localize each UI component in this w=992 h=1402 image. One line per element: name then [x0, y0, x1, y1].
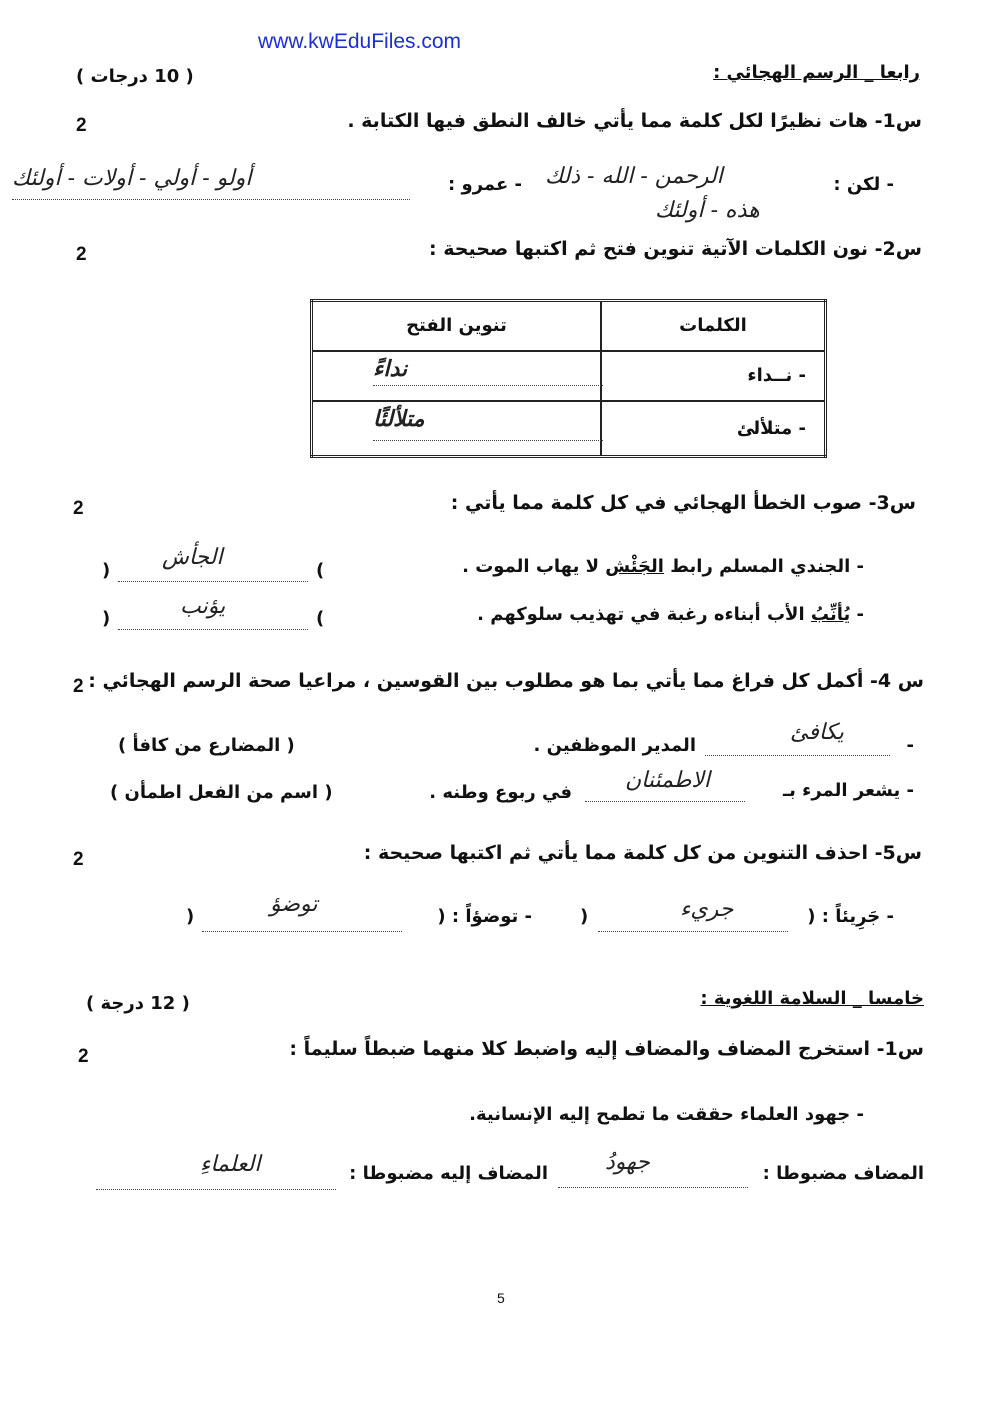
q3-item-2-answer: يؤنب — [180, 594, 226, 619]
table-answer: متلألئًا — [373, 405, 425, 432]
section4-title: رابعا _ الرسم الهجائي : — [713, 62, 920, 83]
dotted-mudaf — [558, 1186, 748, 1188]
q5-answer-2: توضؤ — [270, 892, 318, 917]
q3-item-2-dotted — [118, 628, 308, 630]
col-header-tanween: تنوين الفتح — [312, 301, 602, 351]
q1-answer-amr: أولو - أولي - أولات - أولئك — [12, 166, 252, 191]
s5-q1-sentence: - جهود العلماء حققت ما تطمح إليه الإنسانية. — [469, 1104, 864, 1125]
q3-mark: 2 — [73, 498, 84, 519]
tanween-table — [310, 299, 827, 458]
q2-mark: 2 — [76, 244, 87, 265]
q5-dotted-2 — [202, 930, 402, 932]
q3-item-1-close-paren: ) — [102, 560, 111, 581]
q3-item-1-dotted — [118, 580, 308, 582]
q4-item-2-before: - يشعر المرء بـ — [782, 780, 914, 801]
q4-item-2-after: في ربوع وطنه . — [429, 782, 572, 803]
q3-item-2-before: - — [850, 604, 864, 625]
q5-mark: 2 — [73, 849, 84, 870]
label-mudaf-ilayh: المضاف إليه مضبوطا : — [349, 1163, 548, 1184]
q3-item-2 — [477, 604, 864, 625]
q3-item-1 — [462, 556, 864, 577]
q4-item-2-dotted — [585, 800, 745, 802]
label-mudaf: المضاف مضبوطا : — [762, 1163, 924, 1184]
q5-dotted-1 — [598, 930, 788, 932]
dotted-line — [373, 384, 603, 386]
q1-text: س1- هات نظيرًا لكل كلمة مما يأتي خالف النطق فيها الكتابة . — [347, 110, 922, 132]
q5-close-2: ) — [186, 906, 195, 927]
table-row — [312, 351, 826, 401]
q4-item-1-dash: - — [906, 735, 914, 756]
q4-item-2-answer: الاطمئنان — [625, 768, 711, 793]
q3-item-2-open-paren: ( — [316, 608, 325, 629]
table-row — [312, 401, 826, 457]
q3-item-2-wrong: يُأنِّبُ — [810, 604, 851, 625]
q3-item-2-after: الأب أبناءه رغبة في تهذيب سلوكهم . — [477, 604, 811, 625]
table-answer-cell — [312, 401, 602, 457]
q3-item-2-close-paren: ) — [102, 608, 111, 629]
dotted-line — [373, 439, 603, 441]
website-link[interactable]: www.kwEduFiles.com — [258, 30, 462, 53]
q3-text: س3- صوب الخطأ الهجائي في كل كلمة مما يأتي : — [450, 492, 916, 514]
s5-q1-mark: 2 — [78, 1046, 89, 1067]
section5-title: خامسا _ السلامة اللغوية : — [700, 988, 924, 1009]
q1-word-lakin: - لكن : — [833, 174, 894, 195]
q3-item-1-open-paren: ( — [316, 560, 325, 581]
q5-word-1: - جَرِيئاً : ( — [807, 906, 894, 927]
q1-word-amr: - عمرو : — [448, 174, 522, 195]
page-number: 5 — [497, 1290, 505, 1306]
q1-answer-lakin-2: هذه - أولئك — [655, 198, 760, 223]
q4-item-1-hint: ( المضارع من كافأ ) — [118, 735, 295, 756]
q4-item-2-hint: ( اسم من الفعل اطمأن ) — [110, 782, 333, 803]
q4-item-1-dotted — [705, 754, 890, 756]
table-answer: نداءً — [373, 355, 408, 382]
section4-points: ( 10 درجات ) — [76, 66, 194, 87]
q1-mark: 2 — [76, 115, 87, 136]
q4-item-1-after: المدير الموظفين . — [533, 735, 696, 756]
dotted-mudaf-ilayh — [96, 1188, 336, 1190]
q3-item-1-before: - الجندي المسلم رابط — [663, 556, 864, 577]
q5-close-1: ) — [580, 906, 589, 927]
q3-item-1-wrong: الجَئْش — [605, 556, 664, 577]
q5-answer-1: جريء — [680, 897, 734, 922]
table-answer-cell — [312, 351, 602, 401]
answer-mudaf: جهودُ — [605, 1150, 650, 1175]
q4-item-1-answer: يكافئ — [790, 720, 844, 745]
table-word: - متلألئ — [601, 401, 826, 457]
answer-mudaf-ilayh: العلماءِ — [200, 1152, 261, 1177]
q3-item-1-after: لا يهاب الموت . — [462, 556, 606, 577]
table-word: - نــداء — [601, 351, 826, 401]
section5-points: ( 12 درجة ) — [86, 993, 190, 1014]
s5-q1-text: س1- استخرج المضاف والمضاف إليه واضبط كلا منهما ضبطاً سليماً : — [289, 1038, 924, 1060]
q1-dotted-line — [12, 198, 410, 200]
q4-text: س 4- أكمل كل فراغ مما يأتي بما هو مطلوب بين القوسين ، مراعيا صحة الرسم الهجائي : — [88, 670, 924, 692]
q2-text: س2- نون الكلمات الآتية تنوين فتح ثم اكتبها صحيحة : — [429, 238, 922, 260]
q4-mark: 2 — [73, 676, 84, 697]
q1-answer-lakin: الرحمن - الله - ذلك — [545, 164, 723, 189]
q3-item-1-answer: الجأش — [162, 545, 223, 570]
col-header-words: الكلمات — [601, 301, 826, 351]
q5-text: س5- احذف التنوين من كل كلمة مما يأتي ثم اكتبها صحيحة : — [363, 842, 922, 864]
q5-word-2: - توضؤاً : ( — [437, 906, 532, 927]
